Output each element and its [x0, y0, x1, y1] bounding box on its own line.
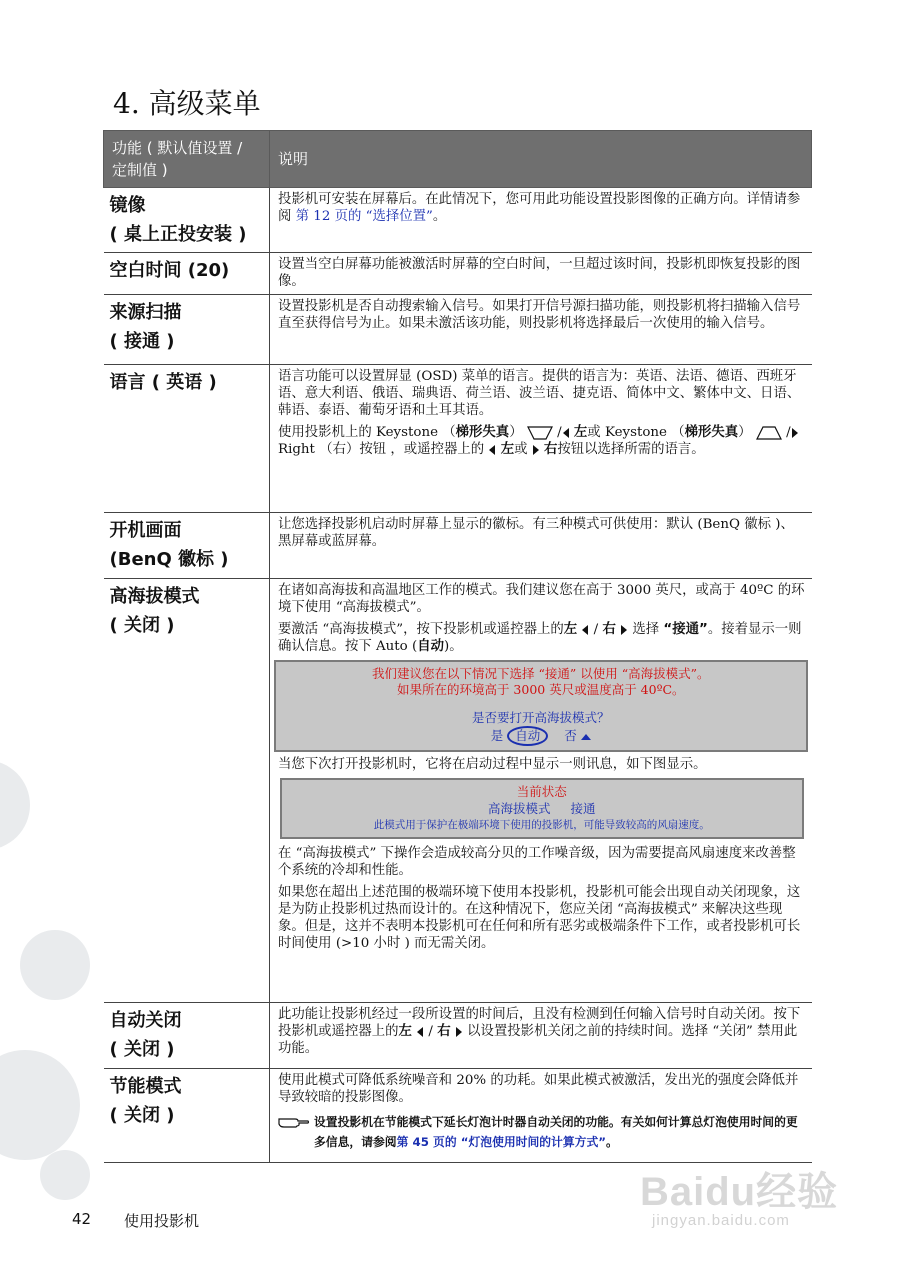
desc-text: 或 — [514, 442, 528, 457]
feature-default: ( 接通 ) — [109, 331, 175, 352]
desc-text: 选择 — [632, 622, 660, 637]
feature-name: 镜像 — [109, 195, 146, 216]
feature-name: 开机画面 — [109, 520, 182, 541]
feature-default: ( 关闭 ) — [109, 1039, 175, 1060]
status-value: 接通 — [570, 801, 596, 816]
desc-text: 使用投影机上的 Keystone （ — [278, 425, 456, 440]
left-arrow-icon — [581, 625, 589, 635]
status-message — [280, 778, 804, 839]
description-cell — [270, 579, 812, 1003]
desc-text: 在 “高海拔模式” 下操作会造成较高分贝的工作噪音级，因为需要提高风扇速度来改善整个系统的冷却和性能。 — [278, 846, 796, 878]
header-function: 功能 ( 默认值设置 / 定制值 ) — [104, 131, 270, 188]
description-cell — [270, 365, 812, 513]
table-row — [104, 1069, 812, 1163]
page-number: 42 — [72, 1210, 92, 1228]
up-arrow-icon — [581, 733, 591, 741]
keystone-down-icon — [527, 426, 553, 440]
dialog-auto-button[interactable]: 自动 — [507, 726, 548, 746]
desc-text: 投影机可安装在屏幕后。在此情况下，您可用此功能设置投影图像的正确方向。详情请参阅 — [278, 192, 801, 224]
background-bokeh — [40, 1150, 90, 1200]
feature-name: 语言 ( 英语 ) — [109, 372, 217, 393]
table-row — [104, 188, 812, 253]
desc-text: ） — [509, 425, 523, 440]
table-row — [104, 579, 812, 1003]
note-box — [278, 1112, 806, 1152]
desc-text: 要激活 “高海拔模式”，按下投影机或遥控器上的 — [278, 622, 564, 637]
right-arrow-icon — [791, 428, 799, 438]
keystone-label: 梯形失真 — [455, 425, 510, 440]
desc-text: 以设置投影机关闭之前的持续时间。选择 “关闭” 禁用此功能。 — [278, 1024, 798, 1056]
feature-cell — [104, 1069, 270, 1163]
left-arrow-icon — [488, 445, 496, 455]
page-link[interactable]: 第 45 页的 “灯泡使用时间的计算方式” — [396, 1135, 606, 1149]
dialog-question: 是否要打开高海拔模式？ — [471, 710, 610, 725]
desc-text: 。接着显示一则确认信息。按下 Auto ( — [278, 622, 802, 654]
description-cell — [270, 1069, 812, 1163]
description-cell — [270, 253, 812, 295]
description-cell — [270, 188, 812, 253]
right-arrow-icon — [532, 445, 540, 455]
right-label: 右 — [437, 1024, 451, 1039]
feature-cell — [104, 579, 270, 1003]
background-bokeh — [0, 760, 30, 850]
table-row — [104, 253, 812, 295]
table-row — [104, 295, 812, 365]
status-note: 此模式用于保护在极端环境下使用的投影机，可能导致较高的风扇速度。 — [373, 819, 710, 831]
desc-text: 或 Keystone （ — [587, 425, 685, 440]
dialog-yes-label: 是 — [490, 728, 504, 743]
table-header-row — [104, 131, 812, 188]
status-title: 当前状态 — [516, 784, 567, 799]
left-label: 左 — [500, 442, 515, 457]
feature-name: 自动关闭 — [109, 1010, 182, 1031]
status-mode: 高海拔模式 — [488, 801, 551, 816]
on-label: “接通” — [663, 622, 708, 637]
feature-cell — [104, 253, 270, 295]
feature-name: 空白时间 (20) — [109, 260, 230, 281]
table-row — [104, 365, 812, 513]
advanced-menu-table — [103, 130, 812, 1163]
right-label: Right （右） — [278, 442, 360, 457]
right-arrow-icon — [455, 1027, 463, 1037]
background-bokeh — [0, 1050, 80, 1160]
right-label: 右 — [544, 442, 558, 457]
left-arrow-icon — [562, 428, 570, 438]
description-cell — [270, 295, 812, 365]
page-title: 4. 高级菜单 — [113, 87, 261, 120]
feature-cell — [104, 188, 270, 253]
desc-text: 设置当空白屏幕功能被激活时屏幕的空白时间，一旦超过该时间，投影机即恢复投影的图像。 — [278, 257, 801, 289]
desc-text: 。 — [606, 1135, 618, 1149]
auto-label: 自动 — [417, 639, 444, 654]
dialog-no-button[interactable]: 否 — [564, 728, 577, 743]
right-label: 右 — [602, 622, 616, 637]
desc-text: 设置投影机在节能模式下延长灯泡计时器自动关闭的功能。有关如何计算总灯泡使用时间的更多信息，请参阅 — [314, 1115, 798, 1149]
feature-default: (BenQ 徽标 ) — [109, 549, 229, 570]
feature-default: ( 关闭 ) — [109, 1105, 175, 1126]
feature-name: 来源扫描 — [109, 302, 182, 323]
desc-text: 设置投影机是否自动搜索输入信号。如果打开信号源扫描功能，则投影机将扫描输入信号直至获得信号为止。如果未激活该功能，则投影机将选择最后一次使用的输入信号。 — [278, 299, 801, 331]
description-cell: 此功能让投影机经过一段所设置的时间后，且没有检测到任何输入信号时自动关闭。按下投影机或遥控器上的左 / 右 以设置投影机关闭之前的持续时间。选择 “关闭” 禁用此功能。 — [270, 1003, 812, 1069]
desc-text: 让您选择投影机启动时屏幕上显示的徽标。有三种模式可供使用：默认 (BenQ 徽标 )、黑屏幕或蓝屏幕。 — [278, 517, 794, 549]
feature-name: 高海拔模式 — [109, 586, 200, 607]
status-mode-line — [286, 800, 798, 817]
feature-default: ( 关闭 ) — [109, 615, 175, 636]
feature-cell — [104, 1003, 270, 1069]
desc-text: 语言功能可以设置屏显 (OSD) 菜单的语言。提供的语言为：英语、法语、德语、西班牙语、意大利语、俄语、瑞典语、荷兰语、波兰语、捷克语、简体中文、繁体中文、日语、韩语、泰语、葡萄牙语和土耳其语。 — [278, 369, 801, 418]
left-label: 左 — [398, 1024, 412, 1039]
feature-cell — [104, 513, 270, 579]
keystone-label: 梯形失真 — [684, 425, 739, 440]
desc-text: 按钮 ，或遥控器上的 — [359, 442, 485, 457]
desc-paragraph: 要激活 “高海拔模式”，按下投影机或遥控器上的左 / 右 选择 “接通”。接着显示一则确认信息。按下 Auto (自动)。 — [278, 622, 802, 654]
table-row — [104, 1003, 812, 1069]
watermark-url: jingyan.baidu.com — [652, 1212, 790, 1229]
desc-text: 当您下次打开投影机时，它将在启动过程中显示一则讯息，如下图显示。 — [278, 757, 707, 772]
feature-name: 节能模式 — [109, 1076, 182, 1097]
desc-paragraph: 使用投影机上的 Keystone （梯形失真） / 左或 Keystone （梯形失真） / Right （右）按钮 ，或遥控器上的 左或 右按钮以选择所需的语言。 — [278, 424, 806, 458]
desc-text: )。 — [444, 639, 463, 654]
header-description: 说明 — [270, 131, 812, 188]
desc-text: 此功能让投影机经过一段所设置的时间后，且没有检测到任何输入信号时自动关闭。按下投影机或遥控器上的 — [278, 1007, 801, 1039]
desc-text: 按钮以选择所需的语言。 — [557, 442, 705, 457]
desc-text: 使用此模式可降低系统噪音和 20% 的功耗。如果此模式被激活，发出光的强度会降低并导致较暗的投影图像。 — [278, 1073, 799, 1105]
left-arrow-icon — [416, 1027, 424, 1037]
feature-cell — [104, 365, 270, 513]
feature-default: ( 桌上正投安装 ) — [109, 224, 247, 245]
left-label: 左 — [563, 622, 578, 637]
feature-cell — [104, 295, 270, 365]
desc-text: 。 — [432, 209, 447, 224]
section-name: 使用投影机 — [124, 1212, 200, 1230]
desc-text: ） — [738, 425, 752, 440]
note-text — [314, 1112, 806, 1152]
right-arrow-icon — [620, 625, 628, 635]
desc-text: 如果您在超出上述范围的极端环境下使用本投影机，投影机可能会出现自动关闭现象，这是为防止投影机过热而设计的。在这种情况下，您应关闭 “高海拔模式” 来解决这些现象。但是，这并不表明本投影机可在任何和所有恶劣或极端条件下工作，或者投影机可长时间使用 (>10 小时 ) 而无需关闭。 — [278, 885, 801, 951]
pointing-hand-icon — [278, 1114, 314, 1136]
dialog-options — [280, 726, 802, 746]
dialog-warning-line: 我们建议您在以下情况下选择 “接通” 以使用 “高海拔模式”。 — [372, 666, 710, 681]
table-row — [104, 513, 812, 579]
left-label: 左 — [573, 425, 588, 440]
watermark-logo: Baidu经验 — [640, 1170, 839, 1214]
description-cell — [270, 513, 812, 579]
dialog-warning-line: 如果所在的环境高于 3000 英尺或温度高于 40ºC。 — [396, 682, 685, 697]
confirm-dialog — [274, 660, 808, 752]
background-bokeh — [20, 930, 90, 1000]
page-link[interactable]: 第 12 页的 “选择位置” — [295, 209, 433, 224]
desc-text: 在诸如高海拔和高温地区工作的模式。我们建议您在高于 3000 英尺，或高于 40ºC 的环境下使用 “高海拔模式”。 — [278, 583, 805, 615]
keystone-up-icon — [756, 426, 782, 440]
